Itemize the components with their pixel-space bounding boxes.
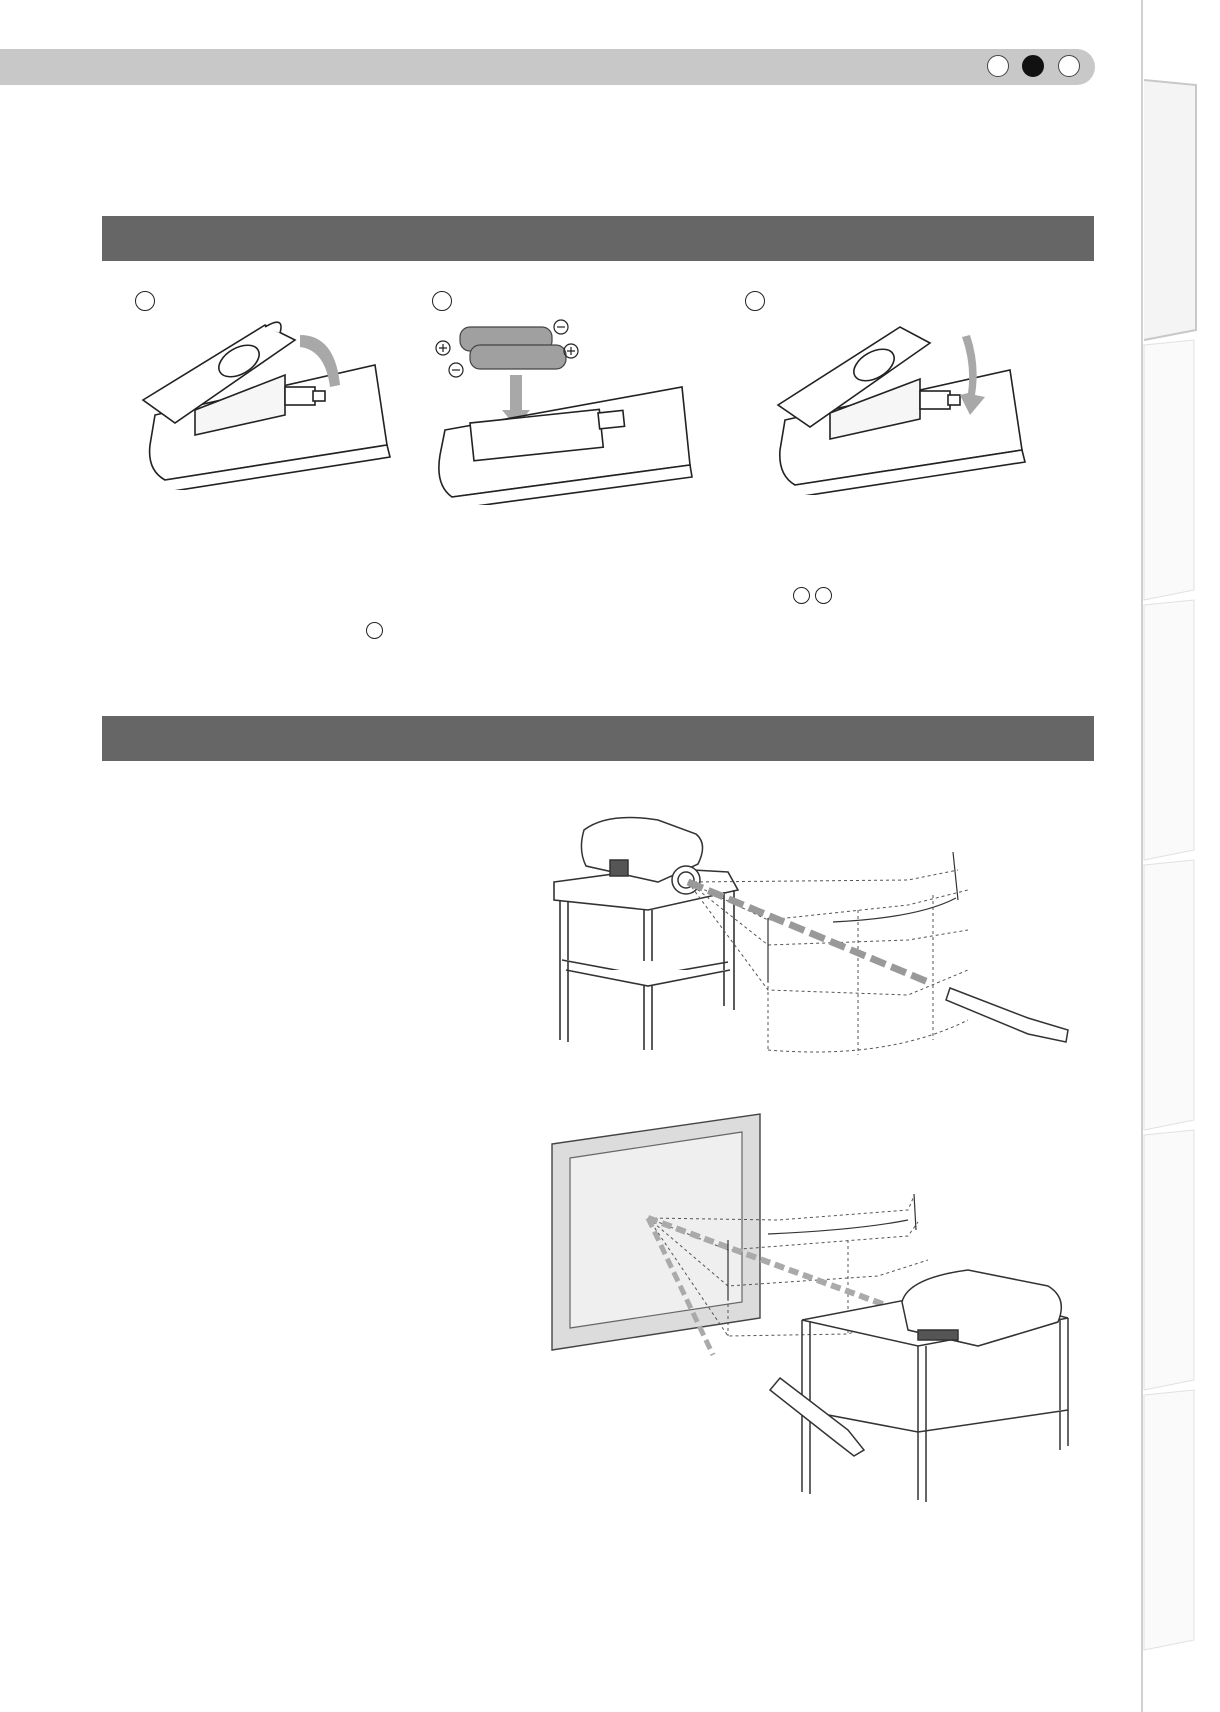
section-title [102,227,116,249]
step-marker-3 [745,291,765,311]
battery-cover-open-figure [135,315,395,490]
section-bar-battery [102,216,1094,261]
ref-marker-c [366,622,383,639]
step-marker-2 [432,291,452,311]
section-bar-range [102,716,1094,761]
chapter-tabs [1140,0,1220,1712]
page-dot-2 [1022,55,1044,77]
section-title [102,727,116,749]
ref-marker-a [793,587,810,604]
remote-aim-projector-figure [548,810,1088,1055]
page-dot-3 [1058,55,1080,77]
ref-marker-b [815,587,832,604]
remote-aim-screen-figure [548,1110,1088,1505]
step-marker-1 [135,291,155,311]
page-dot-1 [987,55,1009,77]
battery-cover-close-figure [770,315,1030,495]
batteries-insert-figure [430,315,705,505]
header-bar [0,49,1095,85]
